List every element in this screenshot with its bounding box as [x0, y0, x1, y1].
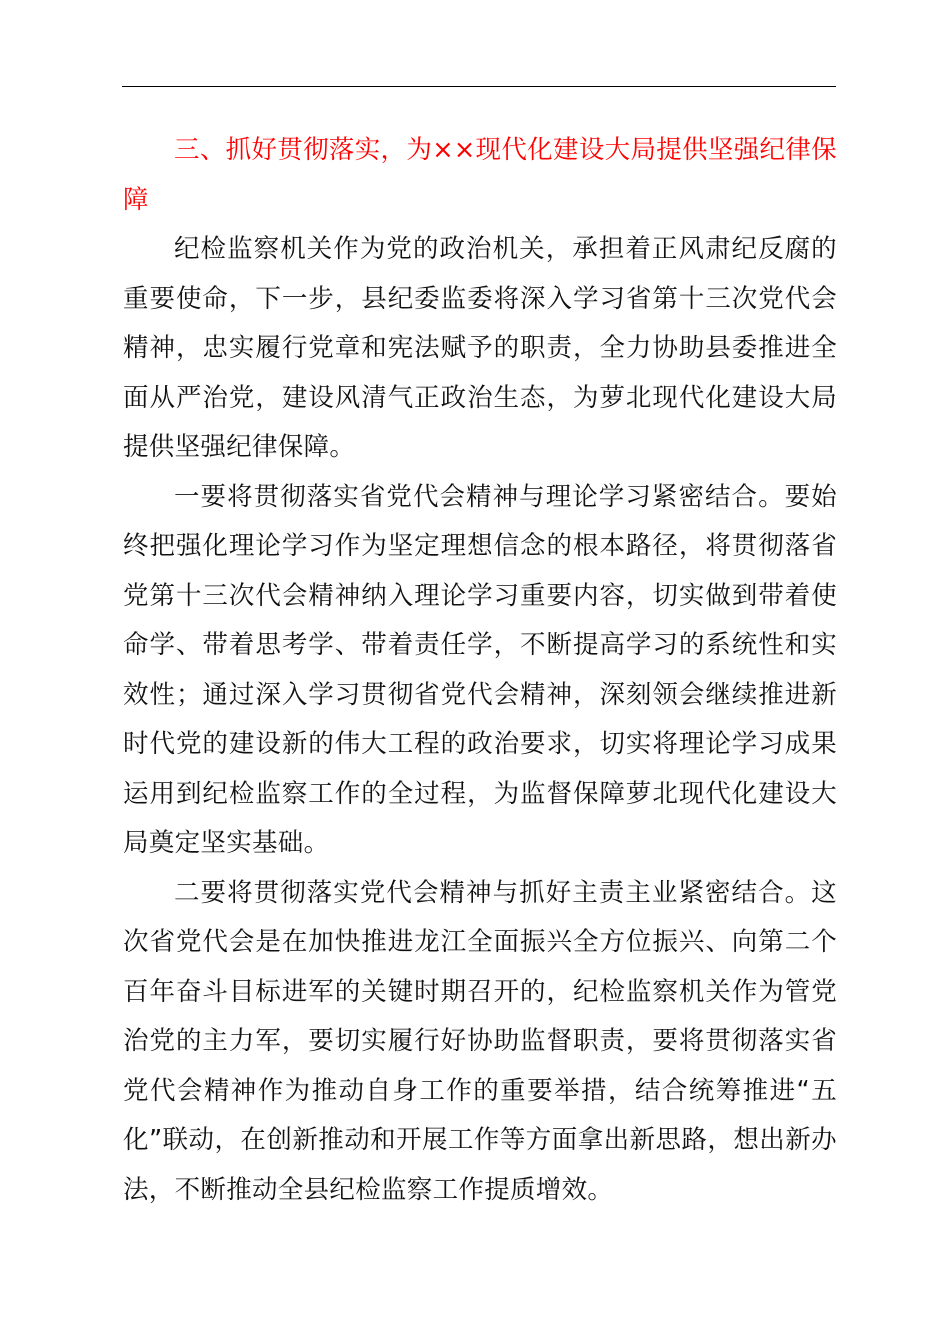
header-rule — [122, 86, 836, 87]
paragraph-intro: 纪检监察机关作为党的政治机关，承担着正风肃纪反腐的重要使命，下一步，县纪委监委将深入学习省第十三次党代会精神，忠实履行党章和宪法赋予的职责，全力协助县委推进全面从严治党，建设风清气正政治生态，为萝北现代化建设大局提供坚强纪律保障。 — [123, 234, 837, 462]
paragraph-main-duty: 二要将贯彻落实党代会精神与抓好主责主业紧密结合。这次省党代会是在加快推进龙江全面振兴全方位振兴、向第二个百年奋斗目标进军的关键时期召开的，纪检监察机关作为管党治党的主力军，要切实履行好协助监督职责，要将贯彻落实省党代会精神作为推动自身工作的重要举措，结合统筹推进“五化”联动，在创新推动和开展工作等方面拿出新思路，想出新办法，不断推动全县纪检监察工作提质增效。 — [123, 877, 837, 1205]
document-body — [123, 126, 837, 1215]
paragraph-theory-study: 一要将贯彻落实省党代会精神与理论学习紧密结合。要始终把强化理论学习作为坚定理想信念的根本路径，将贯彻落省党第十三次代会精神纳入理论学习重要内容，切实做到带着使命学、带着思考学、带着责任学，不断提高学习的系统性和实效性；通过深入学习贯彻省党代会精神，深刻领会继续推进新时代党的建设新的伟大工程的政治要求，切实将理论学习成果运用到纪检监察工作的全过程，为监督保障萝北现代化建设大局奠定坚实基础。 — [123, 481, 837, 858]
section-heading: 三、抓好贯彻落实，为××现代化建设大局提供坚强纪律保障 — [123, 135, 837, 215]
